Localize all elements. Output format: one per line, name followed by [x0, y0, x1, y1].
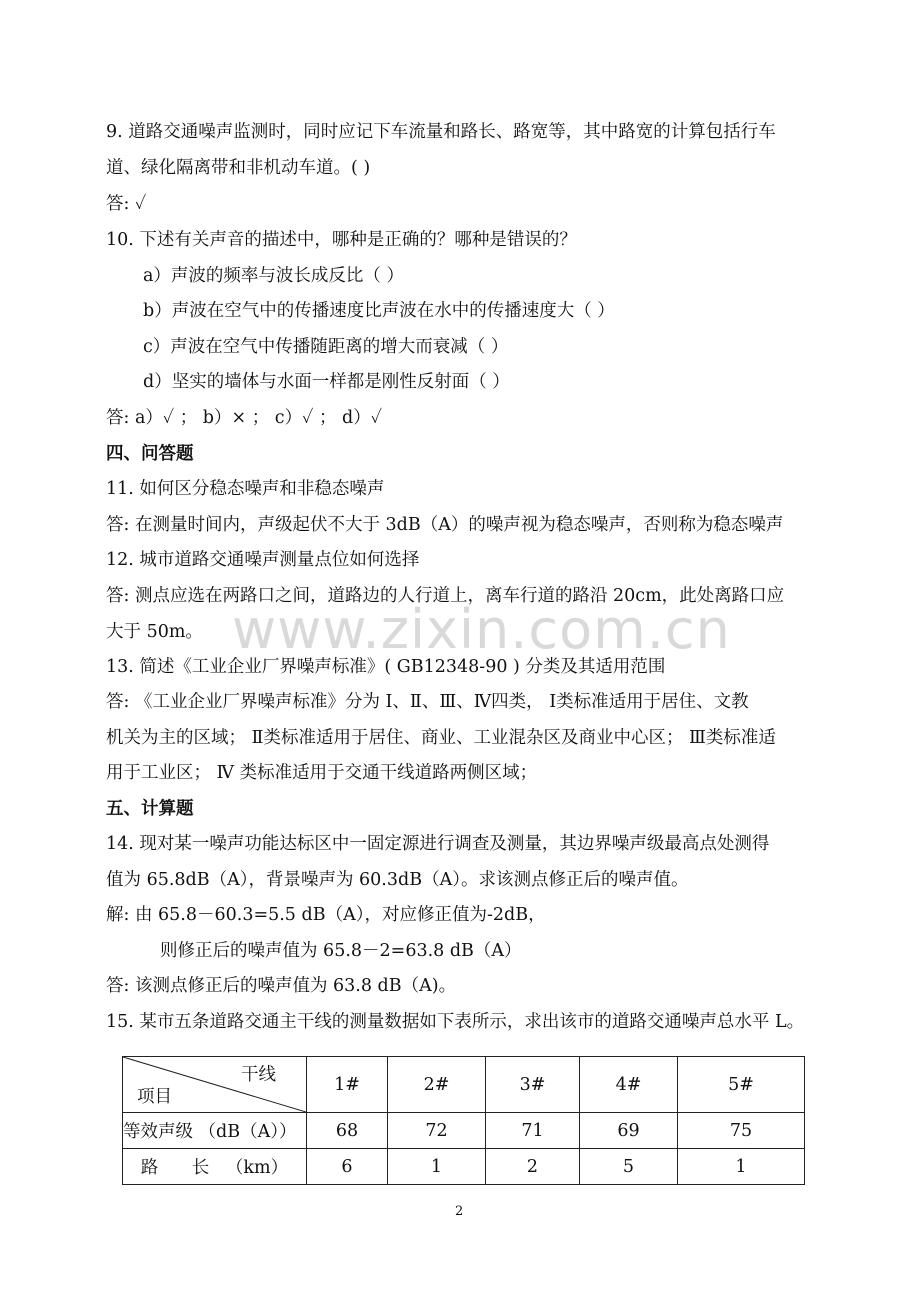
road-noise-table: [122, 1056, 805, 1185]
section-4-heading: 四、问答题: [106, 444, 194, 464]
corner-top-label: 干线: [241, 1065, 276, 1085]
answer-13-line-1: 答: 《工业企业厂界噪声标准》分为 Ⅰ、Ⅱ、Ⅲ、Ⅳ四类， Ⅰ类标准适用于居住、文教: [106, 692, 749, 712]
table-header-row: [123, 1057, 805, 1113]
table-cell: 5: [580, 1149, 678, 1185]
table-cell: 72: [388, 1113, 486, 1149]
table-corner-cell: [123, 1057, 307, 1113]
watermark: www.zixin.com.cn: [232, 598, 731, 661]
column-header-4: 4#: [580, 1057, 678, 1113]
question-11: 11. 如何区分稳态噪声和非稳态噪声: [106, 479, 385, 499]
table-cell: 69: [580, 1113, 678, 1149]
question-10-b: b）声波在空气中的传播速度比声波在水中的传播速度大（ ）: [143, 301, 615, 321]
section-5-heading: 五、计算题: [106, 799, 194, 819]
table-cell: 1: [388, 1149, 486, 1185]
table-row: [123, 1113, 805, 1149]
table-row: [123, 1149, 805, 1185]
answer-11: 答: 在测量时间内，声级起伏不大于 3dB（A）的噪声视为稳态噪声，否则称为稳态噪声: [106, 515, 784, 535]
table-cell: 2: [486, 1149, 580, 1185]
question-10-d: d）坚实的墙体与水面一样都是刚性反射面（ ）: [143, 372, 510, 392]
column-header-5: 5#: [678, 1057, 805, 1113]
answer-9: 答: ✓: [106, 194, 147, 214]
answer-12-line-2: 大于 50m。: [106, 622, 203, 642]
question-14-line-2: 值为 65.8dB（A），背景噪声为 60.3dB（A）。求该测点修正后的噪声值。: [106, 870, 689, 890]
solution-14-line-1: 解: 由 65.8－60.3=5.5 dB（A），对应修正值为-2dB，: [106, 905, 546, 925]
question-9-line-1: 9. 道路交通噪声监测时，同时应记下车流量和路长、路宽等，其中路宽的计算包括行车: [106, 122, 776, 142]
row-label-length: 路 长 （km）: [123, 1149, 307, 1185]
question-12: 12. 城市道路交通噪声测量点位如何选择: [106, 550, 420, 570]
question-13: 13. 简述《工业企业厂界噪声标准》( GB12348-90 ) 分类及其适用范围: [106, 657, 666, 677]
answer-10: 答: a）✓ ； b）× ； c）✓ ； d）✓: [106, 408, 382, 428]
table-cell: 1: [678, 1149, 805, 1185]
question-10-c: c）声波在空气中传播随距离的增大而衰减（ ）: [143, 337, 509, 357]
column-header-3: 3#: [486, 1057, 580, 1113]
column-header-2: 2#: [388, 1057, 486, 1113]
table-cell: 75: [678, 1113, 805, 1149]
solution-14-line-2: 则修正后的噪声值为 65.8－2=63.8 dB（A）: [160, 941, 522, 961]
row-label-leq: 等效声级 （dB（A））: [123, 1113, 307, 1149]
question-15: 15. 某市五条道路交通主干线的测量数据如下表所示，求出该市的道路交通噪声总水平 L。: [106, 1012, 805, 1032]
table-cell: 71: [486, 1113, 580, 1149]
table-cell: 6: [307, 1149, 388, 1185]
corner-bottom-label: 项目: [137, 1087, 172, 1107]
column-header-1: 1#: [307, 1057, 388, 1113]
question-10: 10. 下述有关声音的描述中，哪种是正确的？哪种是错误的？: [106, 230, 577, 250]
question-10-a: a）声波的频率与波长成反比（ ）: [143, 266, 404, 286]
answer-13-line-3: 用于工业区； Ⅳ 类标准适用于交通干线道路两侧区域；: [106, 763, 538, 783]
page-number: 2: [455, 1204, 464, 1219]
answer-12-line-1: 答: 测点应选在两路口之间，道路边的人行道上，离车行道的路沿 20cm，此处离路口应: [106, 586, 785, 606]
answer-13-line-2: 机关为主的区域； Ⅱ类标准适用于居住、商业、工业混杂区及商业中心区； Ⅲ类标准适: [106, 728, 776, 748]
answer-14: 答: 该测点修正后的噪声值为 63.8 dB（A)。: [106, 976, 457, 996]
question-9-line-2: 道、绿化隔离带和非机动车道。( ): [106, 158, 371, 178]
question-14-line-1: 14. 现对某一噪声功能达标区中一固定源进行调查及测量，其边界噪声级最高点处测得: [106, 834, 770, 854]
table-cell: 68: [307, 1113, 388, 1149]
